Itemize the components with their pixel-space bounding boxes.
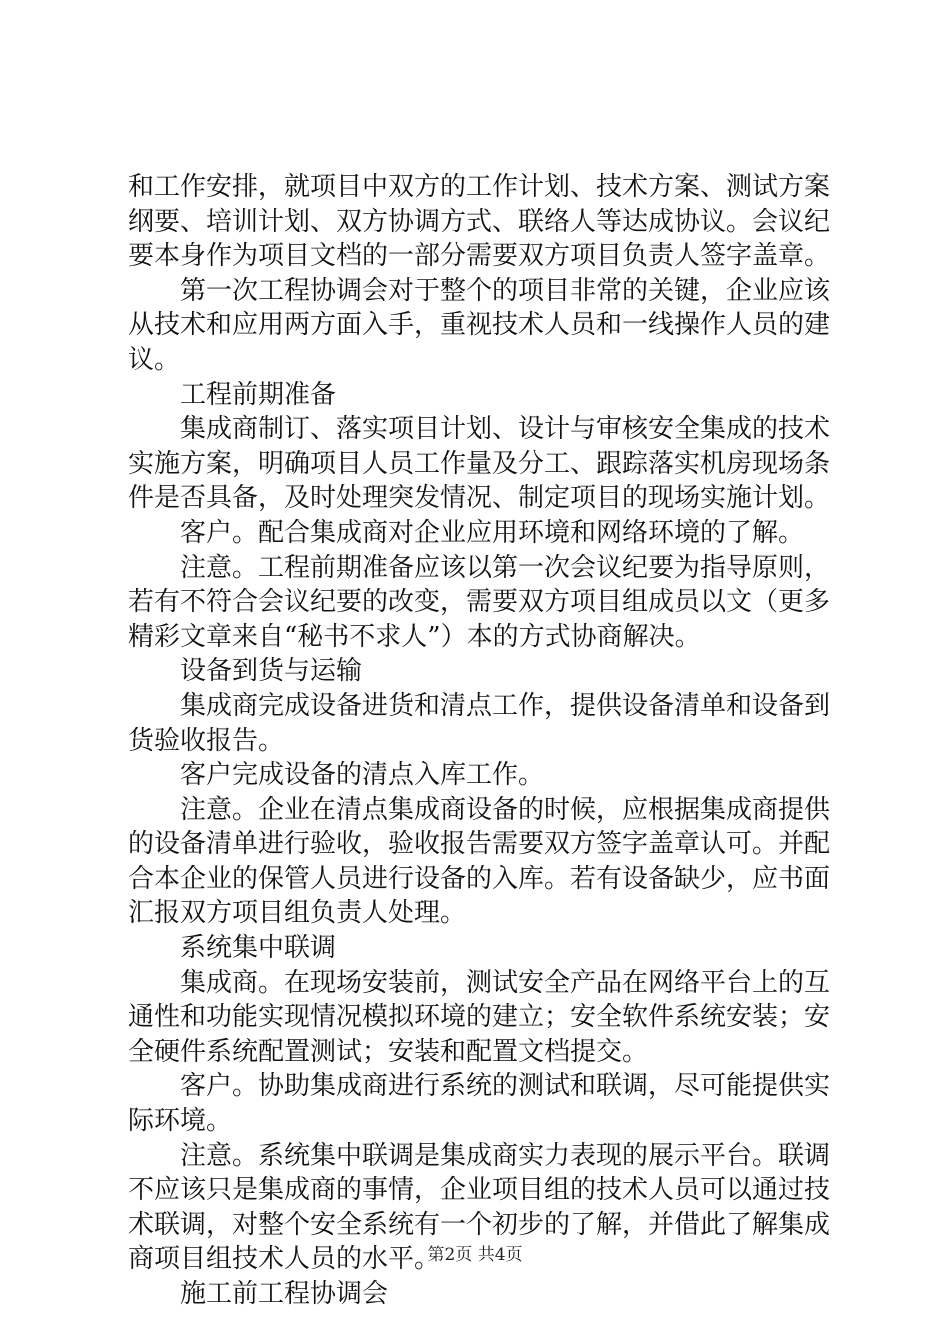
section-heading: 工程前期准备: [180, 379, 337, 410]
paragraph-continuation: 和工作安排，就项目中双方的工作计划、技术方案、测试方案纲要、培训计划、双方协调方式、联络人等达成协议。会议纪要本身作为项目文档的一部分需要双方项目负责人签字盖章。: [128, 172, 831, 272]
section-heading: 系统集中联调: [180, 933, 337, 964]
paragraph: 集成商完成设备进货和清点工作，提供设备清单和设备到货验收报告。: [128, 690, 831, 756]
paragraph: 集成商制订、落实项目计划、设计与审核安全集成的技术实施方案，明确项目人员工作量及分工、跟踪落实机房现场条件是否具备，及时处理突发情况、制定项目的现场实施计划。: [128, 414, 831, 514]
paragraph: 第一次工程协调会对于整个的项目非常的关键，企业应该从技术和应用两方面入手，重视技术人员和一线操作人员的建议。: [128, 275, 831, 375]
paragraph: 注意。系统集中联调是集成商实力表现的展示平台。联调不应该只是集成商的事情，企业项目组的技术人员可以通过技术联调，对整个安全系统有一个初步的了解，并借此了解集成商项目组技术人员的水平。: [128, 1140, 831, 1275]
paragraph: 客户完成设备的清点入库工作。: [180, 760, 545, 791]
paragraph: 注意。企业在清点集成商设备的时候，应根据集成商提供的设备清单进行验收，验收报告需要双方签字盖章认可。并配合本企业的保管人员进行设备的入库。若有设备缺少，应书面汇报双方项目组负责人处理。: [128, 794, 831, 929]
page-number: 第2页 共4页: [427, 1245, 523, 1265]
paragraph: 注意。工程前期准备应该以第一次会议纪要为指导原则，若有不符合会议纪要的改变，需要双方项目组成员以文（更多精彩文章来自“秘书不求人”）本的方式协商解决。: [128, 552, 831, 652]
paragraph: 集成商。在现场安装前，测试安全产品在网络平台上的互通性和功能实现情况模拟环境的建立；安全软件系统安装；安全硬件系统配置测试；安装和配置文档提交。: [128, 967, 831, 1067]
section-heading: 施工前工程协调会: [180, 1279, 389, 1309]
section-heading: 设备到货与运输: [180, 656, 363, 687]
page-footer: [0, 1244, 950, 1266]
paragraph: 客户。协助集成商进行系统的测试和联调，尽可能提供实际环境。: [128, 1071, 831, 1137]
paragraph: 客户。配合集成商对企业应用环境和网络环境的了解。: [180, 517, 805, 548]
document-body: [128, 170, 830, 1312]
